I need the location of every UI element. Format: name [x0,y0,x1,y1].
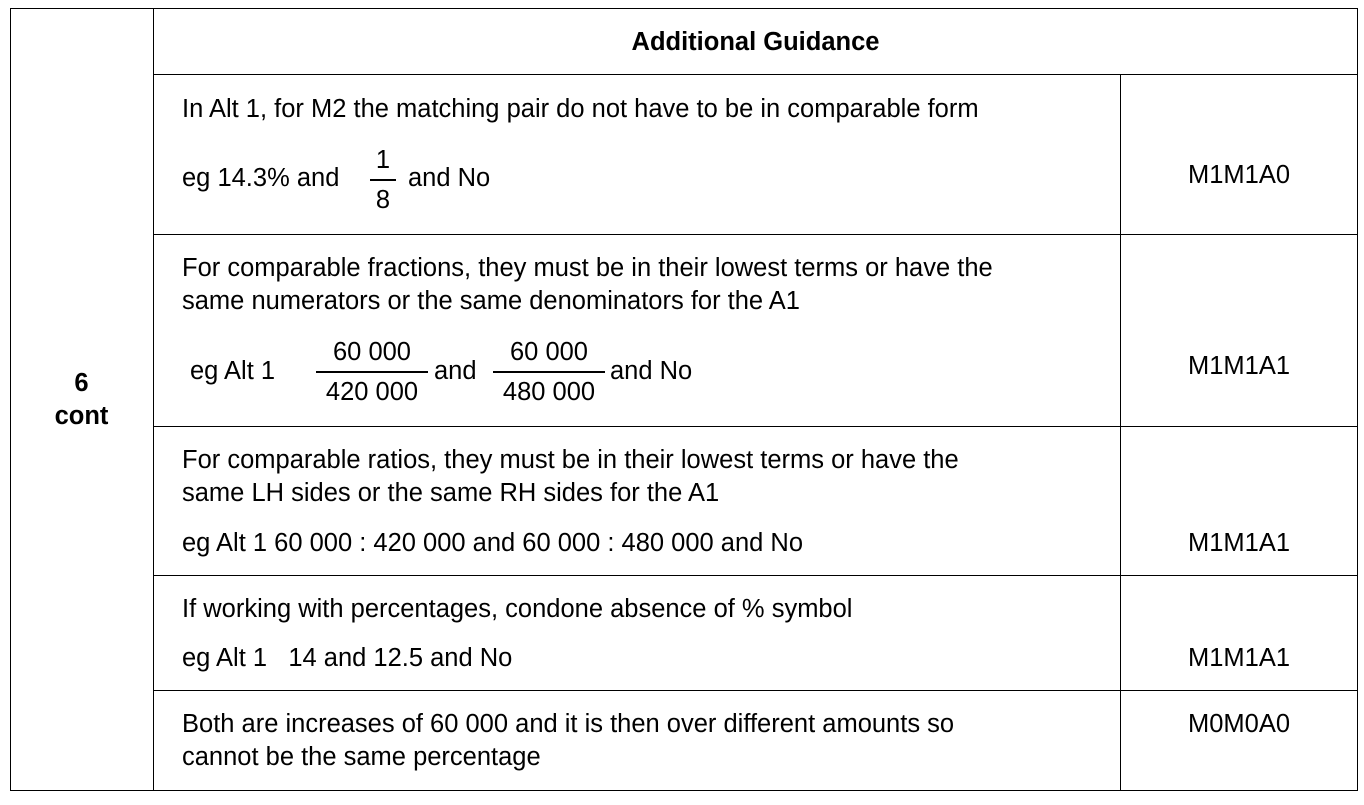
divider-question-column [153,8,154,791]
row2-fraction-2-numerator: 60 000 [510,338,588,366]
row4-mark: M1M1A1 [1187,644,1291,672]
row1-mark: M1M1A0 [1187,161,1291,189]
fraction-bar [493,371,605,373]
row2-fraction-2 [493,337,605,407]
divider-row-3 [153,575,1358,576]
row5-guidance-line2: cannot be the same percentage [182,743,541,771]
row3-guidance-line1: For comparable ratios, they must be in their lowest terms or have the [182,446,959,474]
row3-example: eg Alt 1 60 000 : 420 000 and 60 000 : 480 000 and No [182,529,804,557]
row1-fraction-denominator: 8 [375,185,391,214]
row1-fraction-numerator: 1 [375,146,391,174]
divider-row-1 [153,234,1358,235]
row4-example: eg Alt 1 14 and 12.5 and No [182,644,513,672]
question-cont-label: cont [54,402,109,430]
fraction-bar [370,179,396,181]
row2-example-and: and [434,357,477,385]
row2-fraction-2-denominator: 480 000 [502,377,596,406]
divider-row-2 [153,426,1358,427]
row3-guidance-line2: same LH sides or the same RH sides for the A1 [182,479,720,507]
question-number: 6 [74,369,89,397]
row1-fraction [370,145,396,215]
row5-mark: M0M0A0 [1187,710,1291,738]
row4-guidance-line1: If working with percentages, condone absence of % symbol [182,595,853,623]
row2-fraction-1 [316,337,428,407]
row1-example-suffix: and No [408,164,491,192]
divider-header [153,74,1358,75]
row2-guidance-line1: For comparable fractions, they must be in their lowest terms or have the [182,254,993,282]
row3-mark: M1M1A1 [1187,529,1291,557]
divider-row-4 [153,690,1358,691]
fraction-bar [316,371,428,373]
row2-mark: M1M1A1 [1187,352,1291,380]
row1-example-prefix: eg 14.3% and [182,164,340,192]
row5-guidance-line1: Both are increases of 60 000 and it is then over different amounts so [182,710,955,738]
header-additional-guidance: Additional Guidance [631,28,880,56]
row2-example-prefix: eg Alt 1 [190,357,276,385]
row2-fraction-1-denominator: 420 000 [325,377,419,406]
row2-fraction-1-numerator: 60 000 [333,338,411,366]
row2-example-suffix: and No [610,357,693,385]
row2-guidance-line2: same numerators or the same denominators for the A1 [182,287,800,315]
row1-guidance-line1: In Alt 1, for M2 the matching pair do not have to be in comparable form [182,95,979,123]
